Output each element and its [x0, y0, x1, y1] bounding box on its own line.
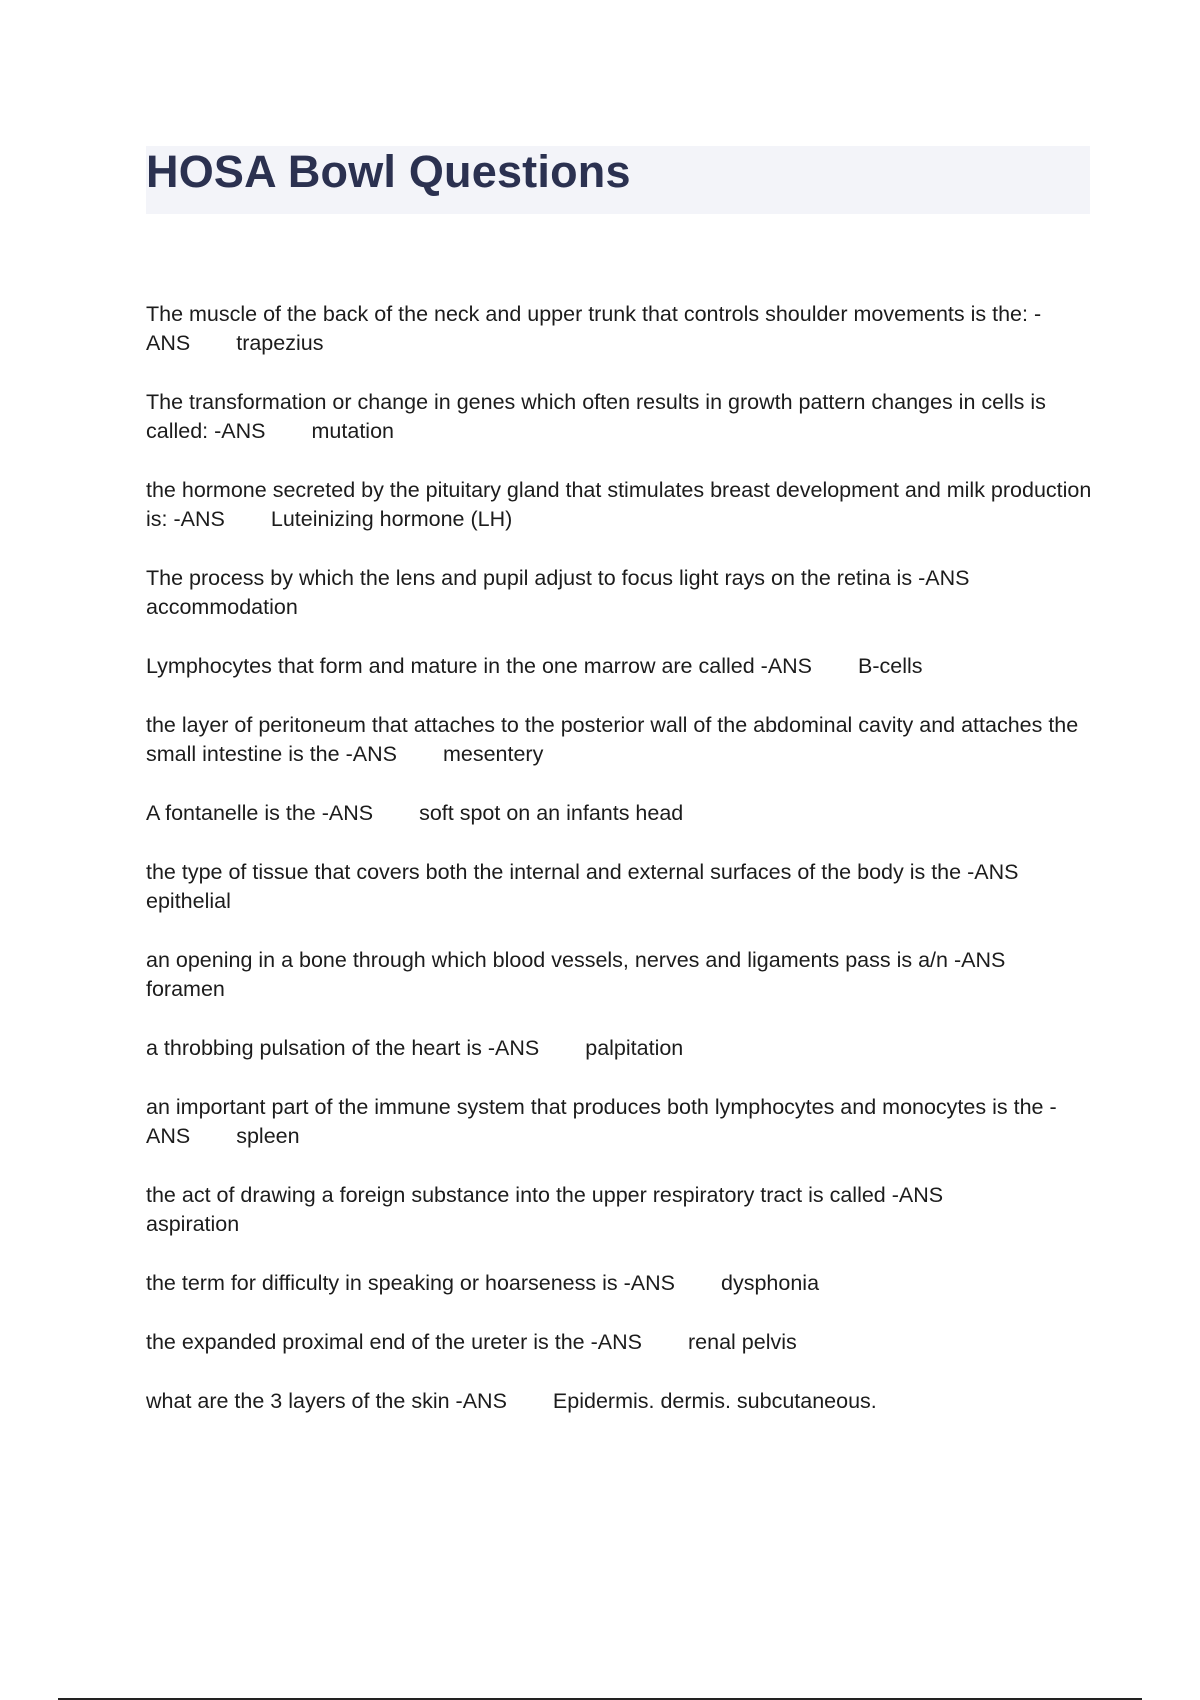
qa-item	[146, 300, 1096, 358]
answer-text: palpitation	[585, 1036, 684, 1060]
question-text: the layer of peritoneum that attaches to the posterior wall of the abdominal cavity and attaches the small intestine is the	[146, 713, 1079, 766]
qa-item	[146, 1034, 1096, 1063]
question-text: The process by which the lens and pupil adjust to focus light rays on the retina is	[146, 566, 913, 590]
question-text: the expanded proximal end of the ureter is the	[146, 1330, 585, 1354]
question-text: Lymphocytes that form and mature in the one marrow are called	[146, 654, 755, 678]
answer-text: foramen	[146, 977, 225, 1001]
qa-item	[146, 858, 1096, 916]
answer-text: dysphonia	[721, 1271, 820, 1295]
question-text: The transformation or change in genes which often results in growth pattern changes in cells is called:	[146, 390, 1046, 443]
answer-text: Epidermis. dermis. subcutaneous.	[552, 1389, 877, 1413]
question-text: The muscle of the back of the neck and upper trunk that controls shoulder movements is the:	[146, 302, 1028, 326]
qa-item	[146, 799, 1096, 828]
ans-marker: -ANS	[173, 507, 225, 531]
ans-marker: -ANS	[455, 1389, 507, 1413]
ans-marker: -ANS	[487, 1036, 540, 1060]
question-text: an opening in a bone through which blood vessels, nerves and ligaments pass is a/n	[146, 948, 948, 972]
question-text: what are the 3 layers of the skin	[146, 1389, 450, 1413]
ans-marker: -ANS	[891, 1183, 944, 1207]
ans-marker: -ANS	[590, 1330, 642, 1354]
ans-marker: -ANS	[967, 860, 1019, 884]
qa-item	[146, 946, 1096, 1004]
answer-text: accommodation	[146, 595, 298, 619]
ans-marker: -ANS	[214, 419, 266, 443]
ans-marker: -ANS	[146, 1095, 1057, 1148]
ans-marker: -ANS	[623, 1271, 675, 1295]
answer-text: mutation	[311, 419, 394, 443]
question-list	[146, 300, 1096, 1446]
page-title: HOSA Bowl Questions	[146, 146, 631, 197]
qa-item	[146, 1328, 1096, 1357]
question-text: a throbbing pulsation of the heart is	[146, 1036, 482, 1060]
qa-item	[146, 1181, 1096, 1239]
answer-text: Luteinizing hormone (LH)	[270, 507, 513, 531]
answer-text: spleen	[236, 1124, 300, 1148]
answer-text: mesentery	[442, 742, 544, 766]
ans-marker: -ANS	[146, 302, 1042, 355]
answer-text: trapezius	[236, 331, 324, 355]
ans-marker: -ANS	[918, 566, 970, 590]
ans-marker: -ANS	[321, 801, 374, 825]
answer-text: epithelial	[146, 889, 231, 913]
qa-item	[146, 652, 1096, 681]
answer-text: renal pelvis	[688, 1330, 797, 1354]
question-text: the act of drawing a foreign substance into the upper respiratory tract is called	[146, 1183, 886, 1207]
ans-marker: -ANS	[345, 742, 397, 766]
qa-item	[146, 388, 1096, 446]
qa-item	[146, 711, 1096, 769]
qa-item	[146, 476, 1096, 534]
question-text: the type of tissue that covers both the internal and external surfaces of the body is the	[146, 860, 962, 884]
qa-item	[146, 564, 1096, 622]
ans-marker: -ANS	[953, 948, 1006, 972]
answer-text: aspiration	[146, 1212, 240, 1236]
qa-item	[146, 1093, 1096, 1151]
qa-item	[146, 1387, 1096, 1416]
question-text: the term for difficulty in speaking or hoarseness is	[146, 1271, 618, 1295]
qa-item	[146, 1269, 1096, 1298]
question-text: the hormone secreted by the pituitary gland that stimulates breast development and milk production is:	[146, 478, 1092, 531]
answer-text: soft spot on an infants head	[419, 801, 684, 825]
ans-marker: -ANS	[760, 654, 813, 678]
question-text: A fontanelle is the	[146, 801, 316, 825]
question-text: an important part of the immune system that produces both lymphocytes and monocytes is the	[146, 1095, 1044, 1119]
answer-text: B-cells	[858, 654, 923, 678]
